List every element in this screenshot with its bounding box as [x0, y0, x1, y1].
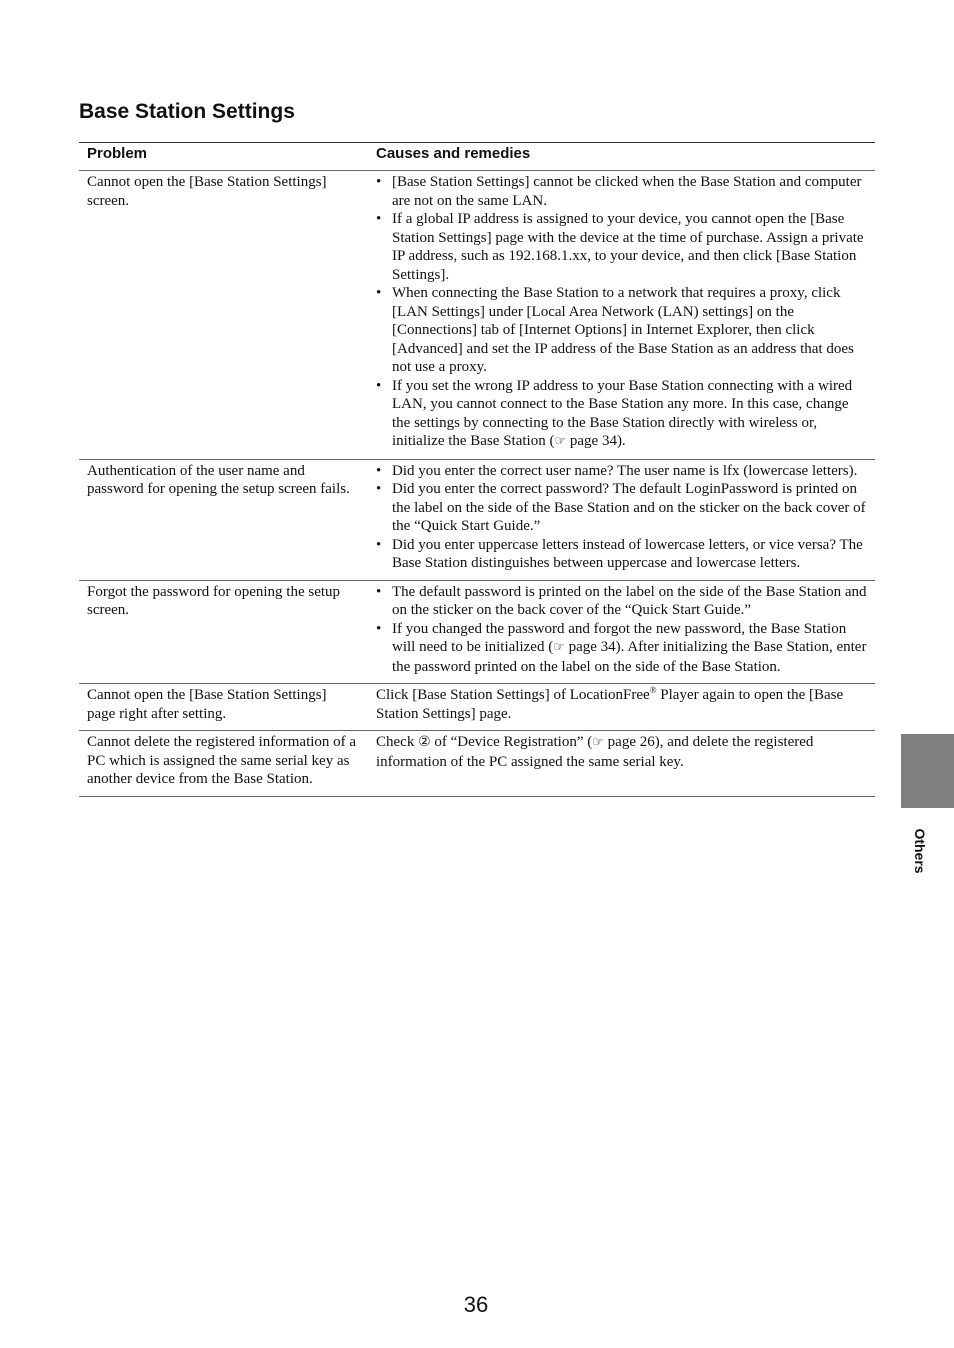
cause-cell: Check ② of “Device Registration” (☞ page 26), and delete the registered information of the PC assigned the same serial key. — [376, 734, 814, 770]
remedy-item: • If you set the wrong IP address to your Base Station connecting with a wired LAN, you cannot connect to the Base Station any more. In this case, change the settings by connecting to the Base Station directly with wireless or, initialize the Base Station (☞ page 34). — [376, 377, 867, 452]
problem-cell: Authentication of the user name and password for opening the setup screen fails. — [87, 462, 350, 497]
table-row — [79, 459, 875, 580]
page-number: 36 — [463, 1292, 489, 1317]
problem-cell: Cannot delete the registered information of a PC which is assigned the same serial key as another device from the Base Station. — [87, 734, 357, 787]
table-row — [79, 171, 875, 460]
section-side-tab — [901, 734, 954, 808]
table-row — [79, 580, 875, 684]
registered-mark: ® — [649, 685, 657, 695]
remedy-item: • If you changed the password and forgot the new password, the Base Station will need to be initialized (☞ page 34). After initializing the Base Station, enter the password printed on the label on the side of the Base Station. — [376, 620, 867, 677]
remedy-list — [376, 173, 867, 452]
side-tab-label: Others — [912, 828, 928, 874]
remedies-cell — [368, 580, 875, 684]
cause-cell: Click [Base Station Settings] of LocationFree® Player again to open the [Base Station Settings] page. — [376, 685, 844, 722]
remedies-cell — [368, 459, 875, 580]
remedy-item: • [Base Station Settings] cannot be clicked when the Base Station and computer are not on the same LAN. — [376, 173, 867, 210]
remedies-cell — [368, 171, 875, 460]
problem-header: Problem — [87, 145, 148, 162]
step-number-icon: ② — [418, 734, 431, 750]
remedy-list — [376, 462, 867, 573]
troubleshooting-table — [79, 142, 875, 797]
problem-cell: Cannot open the [Base Station Settings] screen. — [87, 174, 327, 209]
table-header-row — [79, 143, 875, 171]
remedy-item: • The default password is printed on the label on the side of the Base Station and on the sticker on the back cover of the “Quick Start Guide.” — [376, 583, 867, 620]
remedy-item: • When connecting the Base Station to a network that requires a proxy, click [LAN Settings] under [Local Area Network (LAN) settings] on the [Connections] tab of [Internet Options] in Internet Explorer, then click [Advanced] and set the IP address of the Base Station as an address that does not use a proxy. — [376, 284, 867, 377]
page-reference-icon: ☞ — [553, 640, 565, 655]
remedy-item: • Did you enter the correct password? The default LoginPassword is printed on the label on the side of the Base Station and on the sticker on the back cover of the “Quick Start Guide.” — [376, 480, 867, 536]
table-row — [79, 731, 875, 797]
remedy-item: • Did you enter uppercase letters instead of lowercase letters, or vice versa? The Base Station distinguishes between uppercase and lowercase letters. — [376, 536, 867, 573]
remedy-list — [376, 583, 867, 677]
problem-cell: Cannot open the [Base Station Settings] page right after setting. — [87, 687, 327, 722]
page-reference-icon: ☞ — [554, 434, 567, 449]
section-title: Base Station Settings — [79, 100, 295, 123]
remedy-item: • Did you enter the correct user name? The user name is lfx (lowercase letters). — [376, 462, 867, 481]
remedy-item: • If a global IP address is assigned to your device, you cannot open the [Base Station Settings] page with the device at the time of purchase. Assign a private IP address, such as 192.168.1.xx, to your device, and then click [Base Station Settings]. — [376, 210, 867, 284]
page-reference-icon: ☞ — [592, 735, 604, 750]
table-row — [79, 684, 875, 731]
problem-cell: Forgot the password for opening the setup screen. — [87, 583, 341, 618]
causes-header: Causes and remedies — [376, 145, 531, 162]
